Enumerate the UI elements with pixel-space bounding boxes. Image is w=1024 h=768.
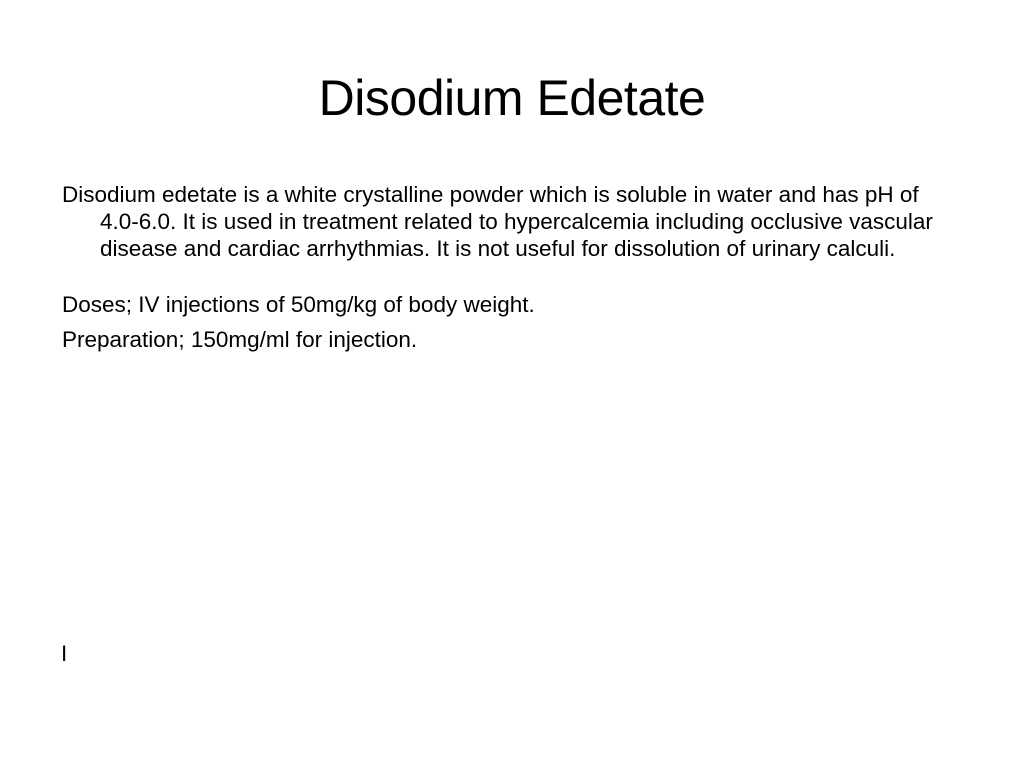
slide-title: Disodium Edetate <box>318 70 706 126</box>
slide-body <box>62 181 962 353</box>
preparation-paragraph: Preparation; 150mg/ml for injection. <box>62 327 418 352</box>
doses-paragraph: Doses; IV injections of 50mg/kg of body weight. <box>62 292 535 317</box>
stray-text-character: I <box>61 641 68 666</box>
description-paragraph: Disodium edetate is a white crystalline powder which is soluble in water and has pH of 4.0-6.0. It is used in treatment related to hypercalcemia including occlusive vascular disease and cardiac arrhythmias. It is not useful for dissolution of urinary calculi. <box>62 182 933 261</box>
